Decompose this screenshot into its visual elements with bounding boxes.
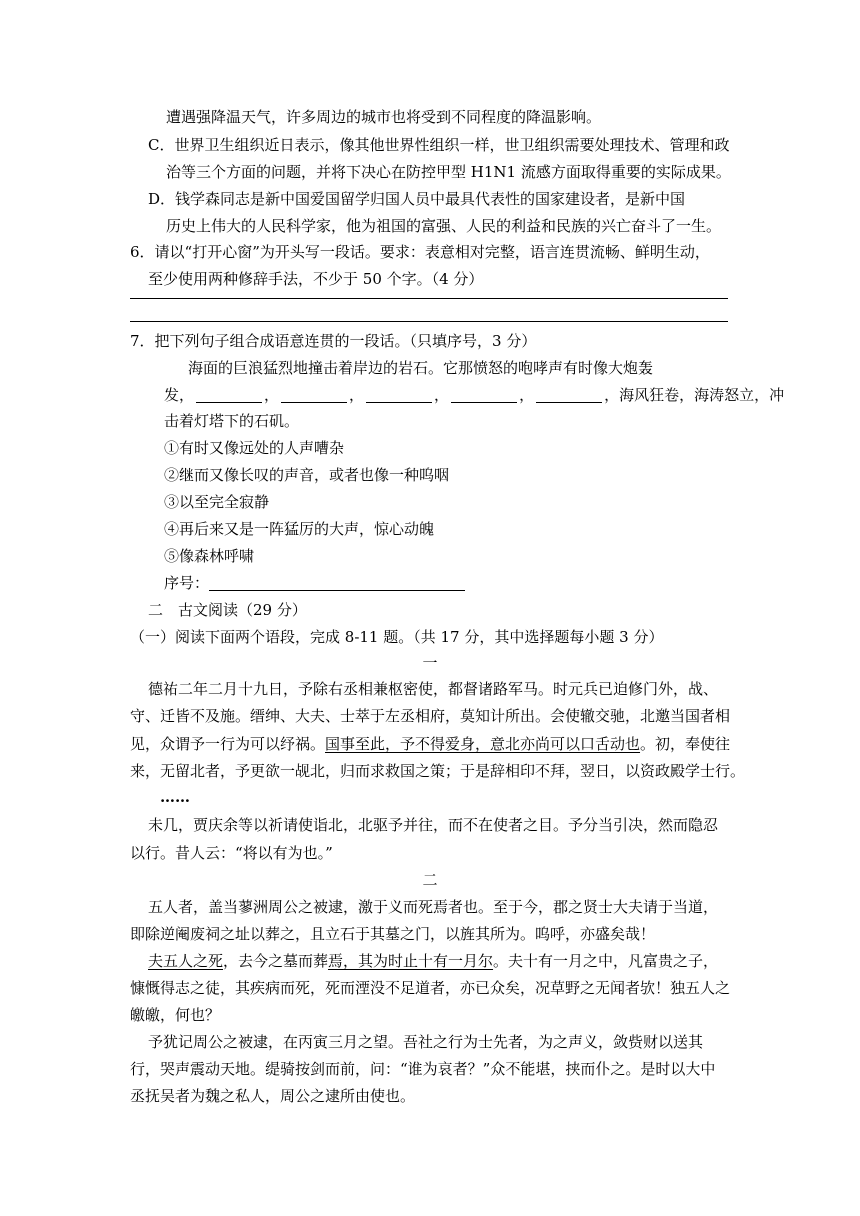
fill-blank-1[interactable]	[196, 388, 262, 403]
sequence-label: 序号：	[164, 574, 210, 592]
fill-blank-4[interactable]	[451, 388, 517, 403]
option-c-line1: C．世界卫生组织近日表示，像其他世界性组织一样，世卫组织需要处理技术、管理和政	[148, 136, 730, 154]
passage-2-line: 行，哭声震动天地。缇骑按剑而前，问：“谁为哀者？”众不能堪，挟而仆之。是时以大中	[130, 1060, 716, 1078]
answer-line[interactable]	[130, 298, 728, 299]
comma: ，	[434, 386, 450, 404]
option-5: ⑤像森林呼啸	[164, 547, 255, 565]
ellipsis: ……	[160, 788, 190, 806]
question-7-passage-line3: 击着灯塔下的石矶。	[164, 412, 300, 430]
passage-2-line: 丞抚吴者为魏之私人，周公之逮所由使也。	[130, 1087, 416, 1105]
comma: ，	[349, 386, 365, 404]
option-d-line1: D．钱学森同志是新中国爱国留学归国人员中最具代表性的国家建设者，是新中国	[148, 190, 686, 208]
option-4: ④再后来又是一阵猛厉的大声，惊心动魄	[164, 520, 435, 538]
passage-text: ，去今之墓而葬	[223, 952, 329, 970]
passage-1-line	[130, 737, 730, 752]
answer-line[interactable]	[130, 321, 728, 322]
passage-1-line: 守、迁皆不及施。缙绅、大夫、士萃于左丞相府，莫知计所出。会使辙交驰，北邀当国者相	[130, 707, 731, 725]
underlined-phrase: 焉，其为时止十有一月尔	[328, 952, 494, 970]
passage-text: 。初，奉使往	[640, 735, 731, 753]
passage-text: 发，	[164, 386, 195, 404]
option-1: ①有时又像远处的人声嘈杂	[164, 439, 345, 457]
fill-blank-2[interactable]	[281, 388, 347, 403]
option-c-line2: 治等三个方面的问题，并将下决心在防控甲型 H1N1 流感方面取得重要的实际成果。	[166, 163, 731, 181]
passage-1-heading: 一	[422, 654, 438, 672]
fill-blank-5[interactable]	[536, 388, 602, 403]
question-7-passage-line2	[164, 388, 784, 403]
question-7: 7．把下列句子组合成语意连贯的一段话。（只填序号，3 分）	[130, 332, 537, 350]
passage-2-line	[148, 954, 718, 969]
passage-1-line: 未几，贾庆余等以祈请使诣北，北驱予并往，而不在使者之目。予分当引决，然而隐忍	[148, 816, 719, 834]
underlined-phrase: 夫五人之死	[148, 952, 224, 970]
passage-2-line: 予犹记周公之被逮，在丙寅三月之望。吾社之行为士先者，为之声义，敛赀财以送其	[148, 1033, 704, 1051]
passage-2-line: 五人者，盖当蓼洲周公之被逮，激于义而死焉者也。至于今，郡之贤士大夫请于当道，	[148, 898, 719, 916]
option-d-line2: 历史上伟大的人民科学家，他为祖国的富强、人民的利益和民族的兴亡奋斗了一生。	[166, 217, 722, 235]
comma: ，	[519, 386, 535, 404]
subsection-1-heading: （一）阅读下面两个语段，完成 8-11 题。（共 17 分，其中选择题每小题 3 分）	[130, 628, 664, 646]
passage-1-line: 以行。昔人云：“将以有为也。”	[130, 844, 333, 862]
option-2: ②继而又像长叹的声音，或者也像一种呜咽	[164, 466, 450, 484]
passage-text: 见，众谓予一行为可以纾祸。	[130, 735, 326, 753]
fill-blank-3[interactable]	[366, 388, 432, 403]
underlined-sentence: 国事至此，予不得爱身，意北亦尚可以口舌动也	[325, 735, 641, 753]
sequence-answer	[164, 556, 465, 592]
option-3: ③以至完全寂静	[164, 493, 270, 511]
passage-1-line: 德祐二年二月十九日，予除右丞相兼枢密使，都督诸路军马。时元兵已迫修门外，战、	[148, 680, 719, 698]
comma: ，	[264, 386, 280, 404]
question-7-passage-line1: 海面的巨浪猛烈地撞击着岸边的岩石。它那愤怒的咆哮声有时像大炮轰	[188, 359, 654, 377]
sequence-blank[interactable]	[209, 576, 465, 591]
section-2-heading: 二 古文阅读（29 分）	[148, 601, 307, 619]
question-6-line1: 6．请以“打开心窗”为开头写一段话。要求：表意相对完整，语言连贯流畅、鲜明生动，	[130, 243, 710, 261]
question-6-line2: 至少使用两种修辞手法，不少于 50 个字。（4 分）	[148, 270, 484, 288]
passage-2-line: 即除逆阉废祠之址以葬之，且立石于其墓之门，以旌其所为。呜呼，亦盛矣哉！	[130, 925, 656, 943]
passage-2-line: 皦皦，何也？	[130, 1006, 221, 1024]
text-line: 遭遇强降温天气，许多周边的城市也将受到不同程度的降温影响。	[166, 108, 602, 126]
passage-text: ，海风狂卷，海涛怒立，冲	[604, 386, 785, 404]
passage-1-line: 来，无留北者，予更欲一觇北，归而求救国之策；于是辞相印不拜，翌日，以资政殿学士行。	[130, 762, 746, 780]
passage-text: 。夫十有一月之中，凡富贵之子，	[493, 952, 719, 970]
passage-2-heading: 二	[422, 871, 438, 889]
passage-2-line: 慷慨得志之徒，其疾病而死，死而湮没不足道者，亦已众矣，况草野之无闻者欤！独五人之	[130, 979, 731, 997]
